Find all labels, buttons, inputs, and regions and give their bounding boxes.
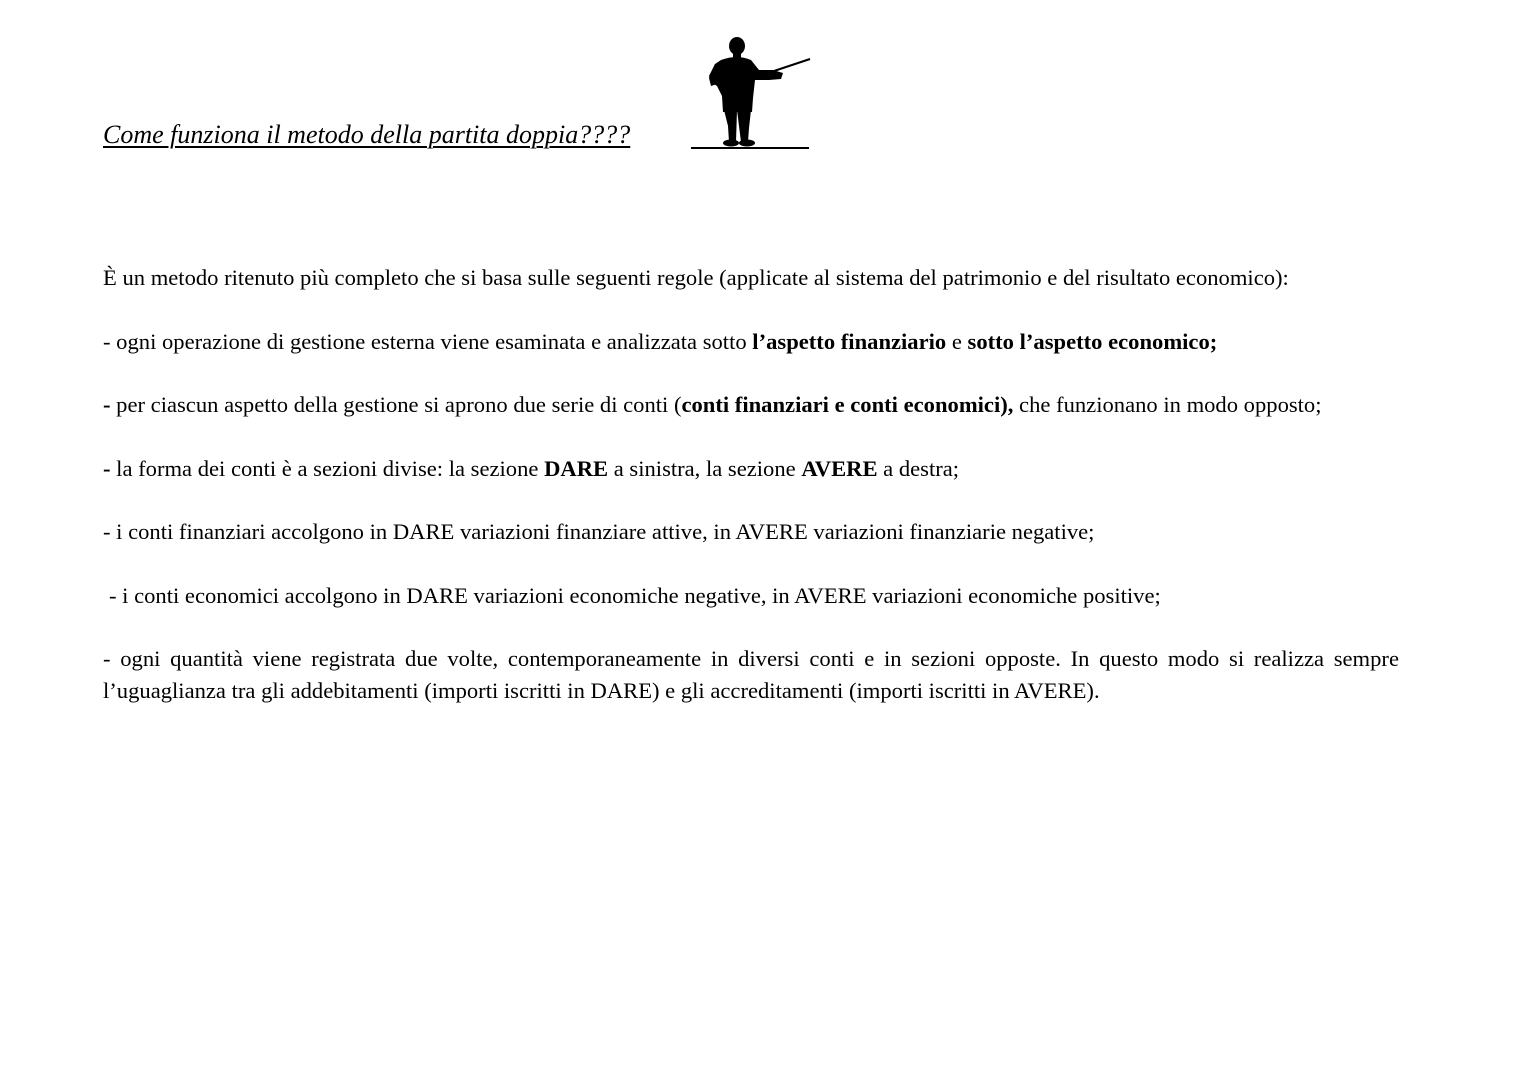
rule-text: per ciascun aspetto della gestione si aprono due serie di conti ( (110, 392, 682, 417)
page-title: Come funziona il metodo della partita doppia???? (103, 120, 631, 149)
intro-paragraph: È un metodo ritenuto più completo che si basa sulle seguenti regole (applicate al sistema del patrimonio e del risultato economico): (103, 265, 1289, 290)
rule-bold-text: sotto l’aspetto economico; (967, 328, 1218, 354)
rule-financial-accounts: - i conti finanziari accolgono in DARE variazioni finanziare attive, in AVERE variazioni finanziarie negative; (103, 519, 1095, 544)
rule-account-sections (103, 453, 1399, 485)
rule-double-registration: - ogni quantità viene registrata due volte, contemporaneamente in diversi conti e in sezioni opposte. In questo modo si realizza sempre l’uguaglianza tra gli addebitamenti (importi iscritti in DARE) e gli accreditamenti (importi iscritti in AVERE). (103, 646, 1399, 703)
document-body (103, 262, 1399, 738)
rule-dash: - (103, 392, 111, 417)
title-block (103, 36, 811, 151)
rule-financial-economic-aspects (103, 326, 1399, 358)
rule-bold-text: AVERE (801, 455, 878, 481)
rule-text: a sinistra, la sezione (608, 455, 802, 481)
rule-bold-text: l’aspetto finanziario (752, 328, 947, 354)
rule-text: e (946, 328, 968, 354)
teacher-with-pointer-icon (703, 36, 813, 148)
rule-text: la forma dei conti è a sezioni divise: la sezione (110, 455, 545, 481)
rule-text: che funzionano in modo opposto; (1013, 392, 1322, 417)
rule-two-account-series (103, 389, 1399, 421)
rule-economic-accounts: - i conti economici accolgono in DARE variazioni economiche negative, in AVERE variazioni economiche positive; (109, 582, 1161, 608)
rule-text: a destra; (877, 455, 960, 481)
rule-bold-text: DARE (544, 455, 609, 481)
rule-bold-text: conti finanziari e conti economici), (681, 392, 1014, 417)
rule-dash: - (103, 455, 111, 481)
rule-text: - ogni operazione di gestione esterna viene esaminata e analizzata sotto (103, 328, 753, 354)
